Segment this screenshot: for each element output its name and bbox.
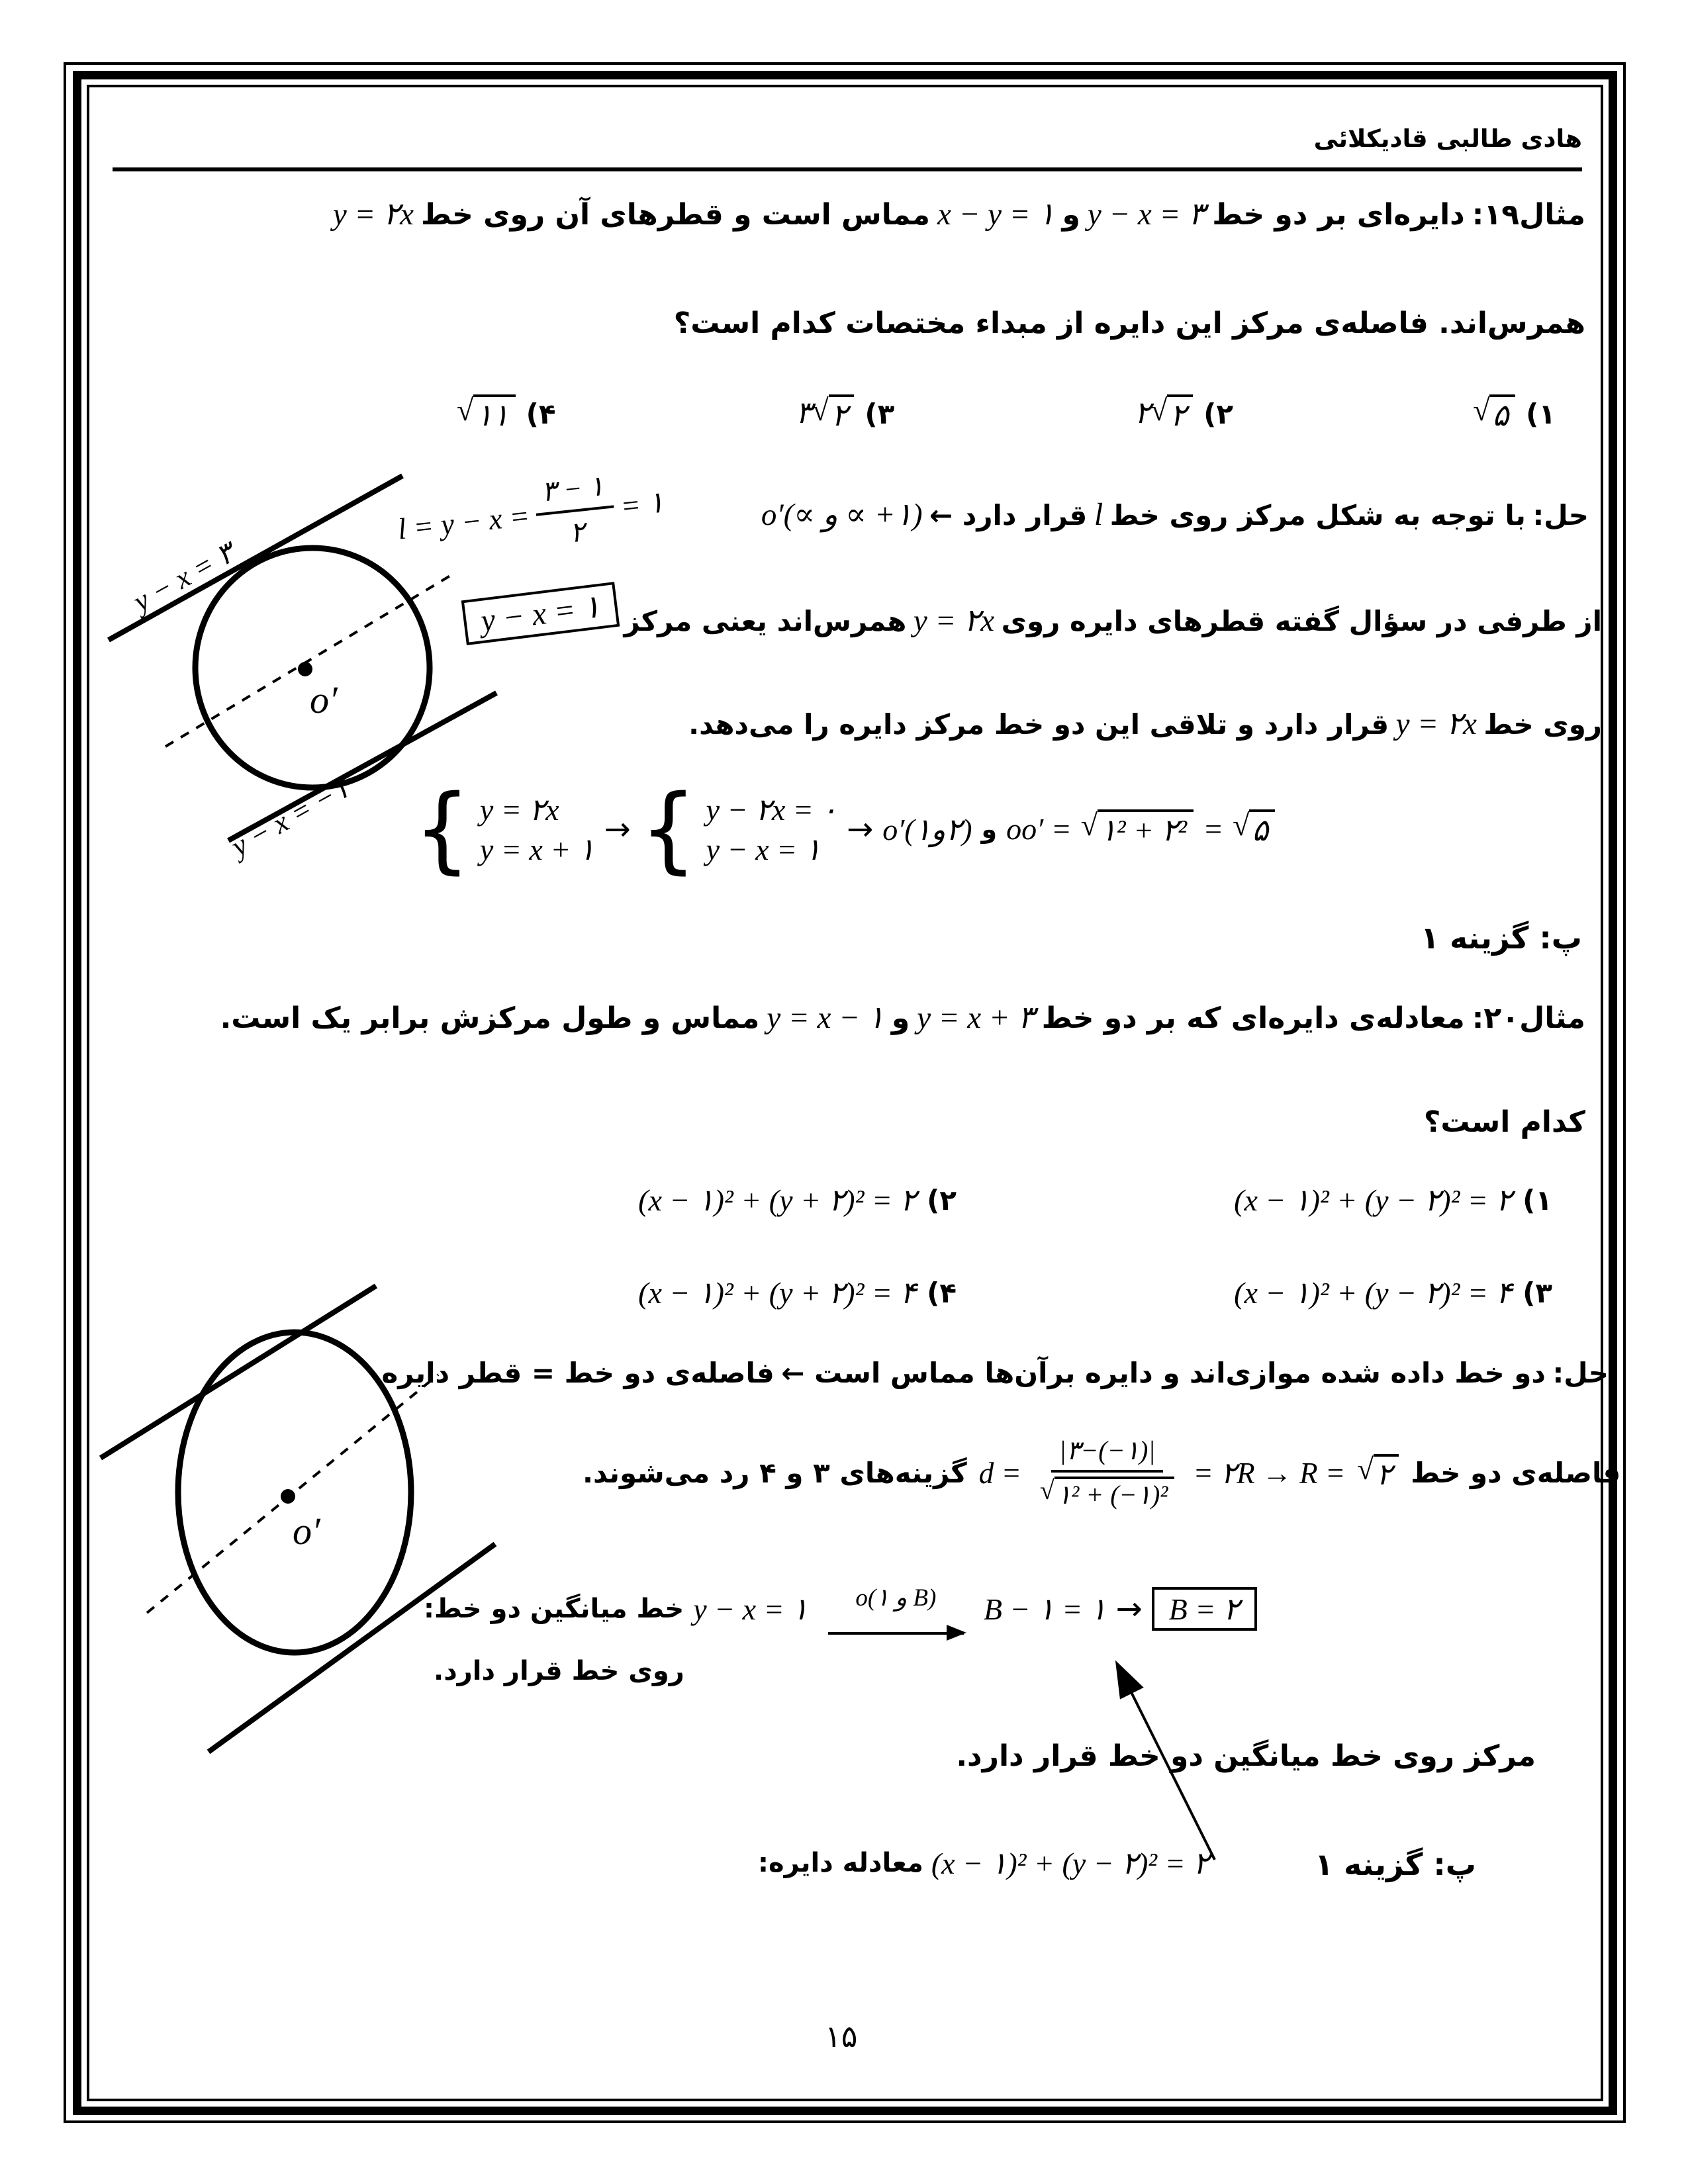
ex19-option-4-number: ۴) [526, 398, 556, 431]
ex19-sol-center-param: o′(∝ و ∝ +۱) [761, 498, 923, 532]
tangent-top-label: y − x = ۳ [128, 536, 240, 618]
radical-icon: √ [1357, 1452, 1374, 1486]
ex19-question-text-b: مماس است و قطرهای آن روی خط [421, 198, 931, 232]
author-name: هادی طالبی قادیکلائی [1313, 124, 1582, 153]
ex20-boxed-result: B = ۲ [1152, 1587, 1257, 1631]
ex19-solution-line2: از طرفی در سؤال گفته قطرهای دایره روی y = ۲x همرس‌اند یعنی مرکز [624, 604, 1602, 638]
ex20-midline-caption: روی خط قرار دارد. [434, 1656, 684, 1686]
ex20-reject-options: گزینه‌های ۳ و ۴ رد می‌شوند. [583, 1457, 967, 1489]
radical-icon: √ [1473, 393, 1490, 427]
ex19-option-4-value: √ ۱۱ [457, 394, 516, 433]
radical-icon: √ [1080, 807, 1098, 842]
ex20-d-lhs: d = [978, 1456, 1021, 1490]
center-dot [298, 662, 312, 676]
ex19-question-line2: همرس‌اند. فاصله‌ی مرکز این دایره از مبداء مختصات کدام است؟ [673, 306, 1585, 340]
ex19-option-1-number: ۱) [1526, 398, 1556, 431]
ex19-title: مثال۱۹: [1472, 198, 1585, 232]
ex19-option-3-value: ۳ √ ۲ [796, 394, 855, 433]
ex19-sol-var-l: l [1094, 497, 1103, 532]
ex19-answer: پ: گزینه ۱ [1420, 920, 1582, 956]
arrow-right-icon: → [847, 810, 874, 848]
arrow-right-icon: → [1115, 1590, 1143, 1627]
ex20-midline-label: خط میانگین دو خط: [424, 1594, 684, 1624]
ex19-center-point: o′(۱و۲) [882, 812, 972, 846]
and-word: و [981, 814, 998, 844]
ex20-solution-line1: حل: دو خط داده شده موازی‌اند و دایره برآن‌ها مماس است ← فاصله‌ی دو خط = قطر دایره [381, 1357, 1609, 1389]
arrow-right-icon: → [604, 810, 631, 848]
radical-icon: √ [1039, 1475, 1055, 1505]
ex20-final-eq-label: معادله دایره: [758, 1848, 923, 1878]
ex19-option-2 [1134, 394, 1233, 433]
ex20-answer: پ: گزینه ۱ [1314, 1846, 1476, 1882]
ex20-sol-label: حل: [1552, 1357, 1609, 1389]
ex19-system-line: { y = ۲x y = x + ۱ → { y − ۲x = ۰ y − x = ۱ → o′(۱و۲) و oo′ = √ ۱² + ۲² = √ ۵ [414, 784, 1275, 874]
labeled-arrow [828, 1583, 964, 1635]
left-brace-2: { [639, 774, 697, 884]
ex19-system-1: y = ۲x y = x + ۱ [479, 792, 595, 866]
radical-icon: √ [812, 393, 829, 427]
ex19-system-2: y − ۲x = ۰ y − x = ۱ [706, 792, 837, 866]
long-arrow-icon [828, 1632, 964, 1635]
radical-icon: √ [1150, 393, 1168, 427]
ex20-option-1: ۱) (x − ۱)² + (y − ۲)² = ۲ [1234, 1183, 1552, 1217]
ex19-sol-label: حل: [1532, 499, 1589, 531]
ex19-math-line1: y − x = ۳ [1087, 197, 1205, 232]
ex20-distance-fraction: |۳−(−۱)| √ ۱² + (−۱)² [1040, 1435, 1175, 1511]
ex20-diagram [93, 1281, 556, 1784]
ex20-radius-result: √ ۲ [1357, 1454, 1399, 1492]
left-brace-1: { [414, 774, 471, 884]
ex20-final-equation: (x − ۱)² + (y − ۲)² = ۲ [931, 1846, 1209, 1880]
ex19-option-1-value: √ ۵ [1473, 394, 1515, 433]
circle [195, 548, 430, 788]
ex20-distance-label: فاصله‌ی دو خط [1411, 1457, 1621, 1489]
ex19-distance-result: √ ۵ [1233, 809, 1275, 848]
ex20-final-equation-row [758, 1845, 1209, 1881]
fraction: $\frac{۳ - ۱}{۲}$ [532, 469, 618, 553]
ex19-option-3-number: ۳) [865, 398, 895, 431]
ex19-distance-radical: √ ۱² + ۲² [1081, 809, 1194, 848]
tangent-bottom-label: y − x = −۱ [226, 771, 355, 863]
ex19-question-line1 [333, 196, 1585, 232]
page-number: ۱۵ [825, 2019, 858, 2054]
ex19-distance-lhs: oo′ = [1006, 812, 1072, 846]
ex19-math-line2: x − y = ۱ [937, 197, 1055, 232]
ex20-option-4: ۴) (x − ۱)² + (y + ۲)² = ۴ [638, 1276, 957, 1310]
ex19-and: و [1062, 198, 1080, 232]
ex20-note: مرکز روی خط میانگین دو خط قرار دارد. [956, 1739, 1536, 1773]
radical-icon: √ [457, 393, 474, 427]
ex20-option-2: ۲) (x − ۱)² + (y + ۲)² = ۲ [638, 1183, 957, 1217]
center-label: o′ [293, 1510, 320, 1553]
ex20-question-line1: مثال۲۰: معادله‌ی دایره‌ای که بر دو خط y = x + ۳ و y = x − ۱ مماس و طول مرکزش برابر یک است. [220, 1001, 1585, 1035]
header-rule [113, 167, 1582, 171]
ex19-options-row [457, 394, 1556, 433]
tangent-line-top [101, 1286, 376, 1458]
center-label: o′ [310, 678, 338, 721]
ex20-solution-line2: گزینه‌های ۳ و ۴ رد می‌شوند. d = |۳−(−۱)| √ ۱² + (−۱)² = ۲R → R = √ ۲ فاصله‌ی دو خط [583, 1435, 1621, 1510]
ex19-option-4 [457, 394, 556, 433]
inner-frame-border [87, 85, 1603, 2101]
radical-icon: √ [1233, 807, 1250, 842]
ex19-option-2-value: ۲ √ ۲ [1134, 394, 1193, 433]
ex20-midline-row: خط میانگین دو خط: y − x = ۱ o(۱ و B) B − ۱ = ۱ → B = ۲ [424, 1583, 1257, 1635]
arrow-over-label: o(۱ و B) [855, 1584, 937, 1612]
ex19-diagram-formula: l = y − x = $\frac{۳ - ۱}{۲}$ = ۱ [394, 463, 668, 568]
circle [178, 1332, 411, 1653]
ex19-solution-line1: حل: با توجه به شکل مرکز روی خط l قرار دارد ← o′(∝ و ∝ +۱) [761, 497, 1589, 532]
ex19-option-1 [1473, 394, 1556, 433]
ex20-question-line2: کدام است؟ [1423, 1105, 1585, 1139]
ex19-question-text-a: دایره‌ای بر دو خط [1212, 198, 1465, 232]
ex19-option-2-number: ۲) [1203, 398, 1233, 431]
ex19-math-line3: y = ۲x [332, 197, 414, 232]
ex19-solution-line3: روی خط y = ۲x قرار دارد و تلاقی این دو خط مرکز دایره را می‌دهد. [688, 707, 1602, 741]
ex19-option-3 [796, 394, 895, 433]
ex20-option-3: ۳) (x − ۱)² + (y − ۲)² = ۴ [1234, 1276, 1552, 1310]
ex19-boxed-result: y − x = ۱ [461, 582, 620, 645]
ex20-title: مثال۲۰: [1472, 1001, 1585, 1035]
tangent-line-bottom [209, 1544, 495, 1752]
center-dot [281, 1489, 295, 1504]
